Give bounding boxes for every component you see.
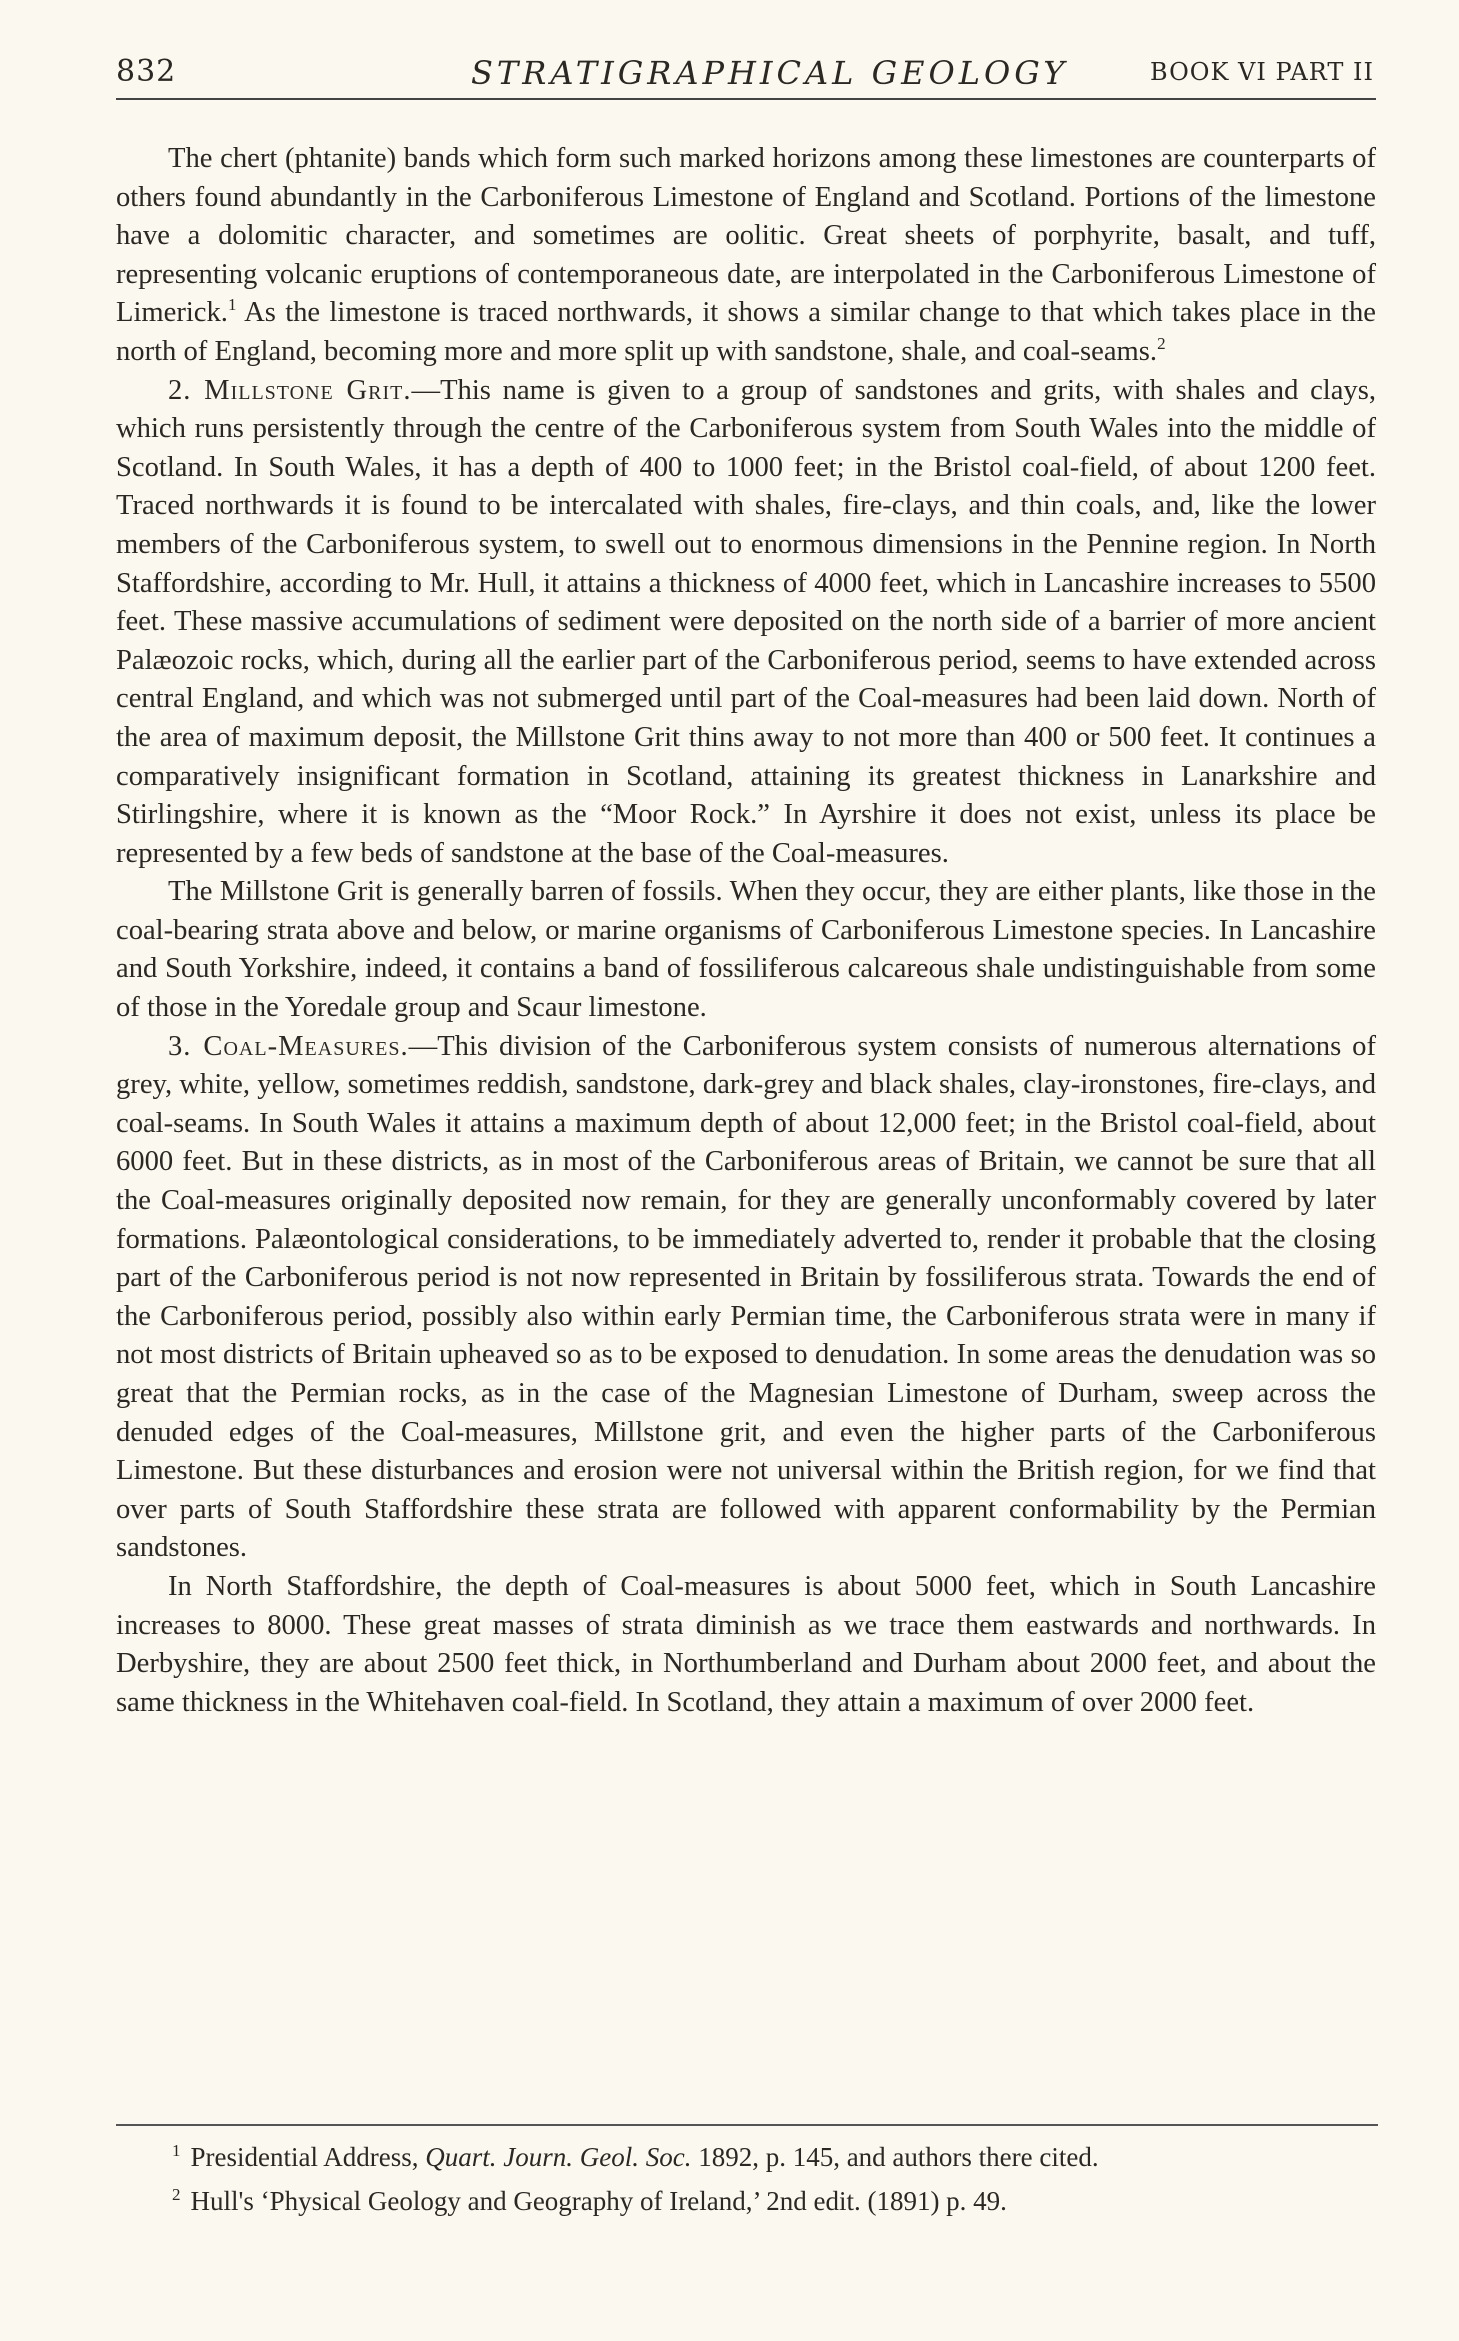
- footnote-text: 1892, p. 145, and authors there cited.: [691, 2142, 1099, 2172]
- paragraph-coal-depths: [116, 1568, 1376, 1722]
- paragraph-chert: [116, 140, 1376, 372]
- body-text: [116, 140, 1376, 1722]
- paragraph-millstone-fossils: [116, 873, 1376, 1027]
- page-number: 832: [116, 54, 177, 89]
- section-heading: 2. Millstone Grit.: [168, 374, 412, 406]
- paragraph-text: —This division of the Carboniferous system consists of numerous alternations of grey, white, yellow, sometimes reddish, sandstone, dark-grey and black shales, clay-ironstones, fire-clays, and coal-seams. In South Wales it attains a maximum depth of about 12,000 feet; in the Bristol coal-field, about 6000 feet. But in these districts, as in most of the Carboniferous areas of Britain, we cannot be sure that all the Coal-measures originally deposited now remain, for they are generally unconformably covered by later formations. Palæontological considerations, to be immediately adverted to, render it probable that the closing part of the Carboniferous period is not now represented in Britain by fossiliferous strata. Towards the end of the Carboniferous period, possibly also within early Permian time, the Carboniferous strata were in many if not most districts of Britain upheaved so as to be exposed to denudation. In some areas the denudation was so great that the Permian rocks, as in the case of the Magnesian Limestone of Durham, sweep across the denuded edges of the Coal-measures, Millstone grit, and even the higher parts of the Carboniferous Limestone. But these disturbances and erosion were not universal within the British region, for we find that over parts of South Staffordshire these strata are followed with apparent conformability by the Permian sandstones.: [116, 1030, 1376, 1564]
- running-header: [116, 54, 1376, 100]
- paragraph-text: —This name is given to a group of sandstones and grits, with shales and clays, which runs persistently through the centre of the Carboniferous system from South Wales into the middle of Scotland. In South Wales, it has a depth of 400 to 1000 feet; in the Bristol coal-field, of about 1200 feet. Traced northwards it is found to be intercalated with shales, fire-clays, and thin coals, and, like the lower members of the Carboniferous system, to swell out to enormous dimensions in the Pennine region. In North Staffordshire, according to Mr. Hull, it attains a thickness of 4000 feet, which in Lancashire increases to 5500 feet. These massive accumulations of sediment were deposited on the north side of a barrier of more ancient Palæozoic rocks, which, during all the earlier part of the Carboniferous period, seems to have extended across central England, and which was not submerged until part of the Coal-measures had been laid down. North of the area of maximum deposit, the Millstone Grit thins away to not more than 400 or 500 feet. It continues a comparatively insignificant formation in Scotland, attaining its greatest thickness in Lanarkshire and Stirlingshire, where it is known as the “Moor Rock.” In Ayrshire it does not exist, unless its place be represented by a few beds of sandstone at the base of the Coal-measures.: [116, 374, 1376, 869]
- footnote-mark: 1: [172, 2141, 181, 2160]
- paragraph-text: In North Staffordshire, the depth of Coal-measures is about 5000 feet, which in South Lancashire increases to 8000. These great masses of strata diminish as we trace them eastwards and northwards. In Derbyshire, they are about 2500 feet thick, in Northumberland and Durham about 2000 feet, and about the same thickness in the Whitehaven coal-field. In Scotland, they attain a maximum of over 2000 feet.: [116, 1570, 1376, 1718]
- paragraph-coal-measures: [116, 1028, 1376, 1568]
- footnote-text: Hull's ‘Physical Geology and Geography of Ireland,’ 2nd edit. (1891) p. 49.: [190, 2186, 1007, 2216]
- footnote-2: [116, 2176, 1378, 2220]
- section-heading: 3. Coal-Measures.: [168, 1030, 409, 1062]
- paragraph-text: As the limestone is traced northwards, it shows a similar change to that which takes place in the north of England, becoming more and more split up with sandstone, shale, and coal-seams.: [116, 297, 1376, 367]
- footnote-text: Presidential Address,: [190, 2142, 426, 2172]
- footnote-ref[interactable]: 1: [227, 295, 237, 315]
- paragraph-millstone-grit: [116, 372, 1376, 874]
- book-part-label: BOOK VI PART II: [1150, 58, 1374, 86]
- footnote-1: [116, 2132, 1378, 2176]
- footnotes: [116, 2132, 1378, 2220]
- paragraph-text: The chert (phtanite) bands which form such marked horizons among these limestones are counterparts of others found abundantly in the Carboniferous Limestone of England and Scotland. Portions of the limestone have a dolomitic character, and sometimes are oolitic. Great sheets of porphyrite, basalt, and tuff, representing volcanic eruptions of contemporaneous date, are interpolated in the Carboniferous Limestone of Limerick.: [116, 143, 1376, 329]
- running-title: STRATIGRAPHICAL GEOLOGY: [471, 54, 1069, 92]
- footnote-mark: 2: [172, 2185, 181, 2204]
- footnote-ref[interactable]: 2: [1157, 333, 1166, 353]
- footnote-divider: [116, 2124, 1378, 2126]
- paragraph-text: The Millstone Grit is generally barren of fossils. When they occur, they are either plants, like those in the coal-bearing strata above and below, or marine organisms of Carboniferous Limestone species. In Lancashire and South Yorkshire, indeed, it contains a band of fossiliferous calcareous shale undistinguishable from some of those in the Yoredale group and Scaur limestone.: [116, 876, 1376, 1024]
- journal-title: Quart. Journ. Geol. Soc.: [425, 2142, 692, 2172]
